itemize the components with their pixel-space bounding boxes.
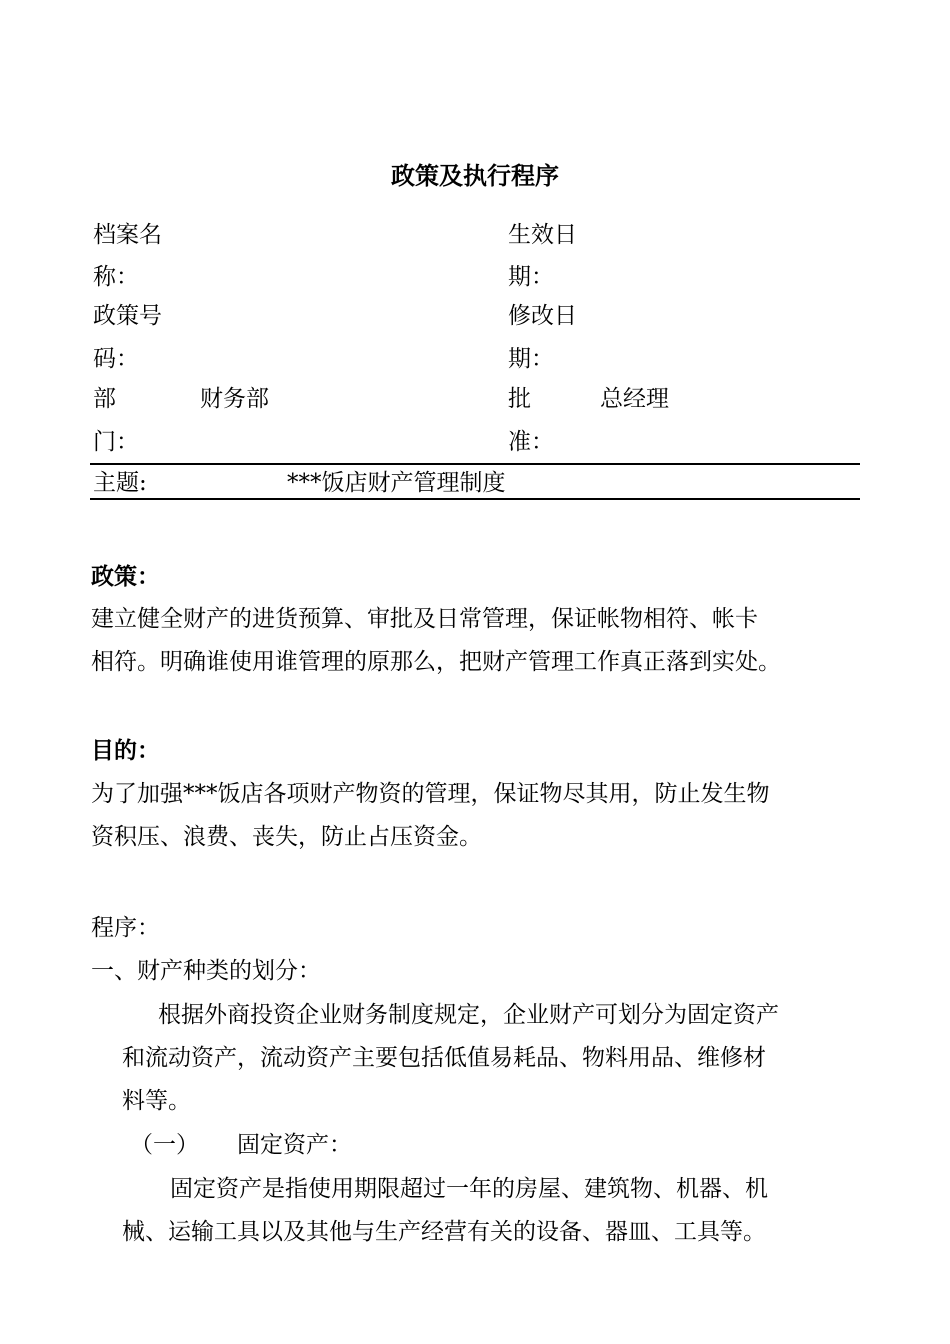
approval-value: 总经理 bbox=[600, 386, 669, 412]
policy-heading: 政策： bbox=[91, 564, 160, 590]
subject-bottom-rule bbox=[90, 498, 860, 500]
purpose-line: 资积压、浪费、丧失，防止占压资金。 bbox=[91, 824, 482, 850]
modified-date-label-line1: 修改日 bbox=[508, 303, 577, 329]
section-1-paragraph bbox=[122, 994, 779, 1123]
subsection-1-paragraph bbox=[122, 1168, 768, 1254]
effective-date-label-line1: 生效日 bbox=[508, 222, 577, 248]
subject-top-rule bbox=[90, 463, 860, 465]
approval-label-line1: 批 bbox=[508, 386, 531, 412]
policy-line: 相符。明确谁使用谁管理的原那么，把财产管理工作真正落到实处。 bbox=[91, 649, 781, 675]
effective-date-label-line2: 期： bbox=[508, 264, 554, 290]
subsection-1-line: 械、运输工具以及其他与生产经营有关的设备、器皿、工具等。 bbox=[122, 1219, 766, 1245]
subsection-1-number: （一） bbox=[130, 1132, 199, 1158]
purpose-line: 为了加强***饭店各项财产物资的管理，保证物尽其用，防止发生物 bbox=[91, 781, 770, 807]
file-name-label-line1: 档案名 bbox=[93, 222, 162, 248]
subject-label: 主题: bbox=[93, 470, 147, 496]
department-value: 财务部 bbox=[200, 386, 269, 412]
modified-date-label-line2: 期： bbox=[508, 346, 554, 372]
subsection-1-heading bbox=[130, 1131, 352, 1159]
policy-no-label-line2: 码： bbox=[93, 346, 139, 372]
section-1-line: 料等。 bbox=[122, 1088, 191, 1114]
policy-paragraph bbox=[91, 598, 781, 684]
section-1-title: 一、财产种类的划分： bbox=[91, 958, 321, 984]
approval-label-line2: 准： bbox=[508, 429, 554, 455]
policy-line: 建立健全财产的进货预算、审批及日常管理，保证帐物相符、帐卡 bbox=[91, 606, 758, 632]
purpose-heading: 目的： bbox=[91, 738, 160, 764]
procedure-heading: 程序： bbox=[91, 915, 160, 941]
section-1-line: 和流动资产，流动资产主要包括低值易耗品、物料用品、维修材 bbox=[122, 1045, 766, 1071]
purpose-paragraph bbox=[91, 773, 770, 859]
file-name-label-line2: 称： bbox=[93, 264, 139, 290]
subsection-1-line: 固定资产是指使用期限超过一年的房屋、建筑物、机器、机 bbox=[170, 1176, 768, 1202]
department-label-line1: 部 bbox=[93, 386, 116, 412]
department-label-line2: 门： bbox=[93, 429, 139, 455]
policy-no-label-line1: 政策号 bbox=[93, 303, 162, 329]
subsection-1-title: 固定资产： bbox=[237, 1132, 352, 1158]
document-title: 政策及执行程序 bbox=[391, 162, 559, 190]
section-1-line: 根据外商投资企业财务制度规定，企业财产可划分为固定资产 bbox=[158, 1002, 779, 1028]
subject-value: ***饭店财产管理制度 bbox=[287, 470, 506, 496]
